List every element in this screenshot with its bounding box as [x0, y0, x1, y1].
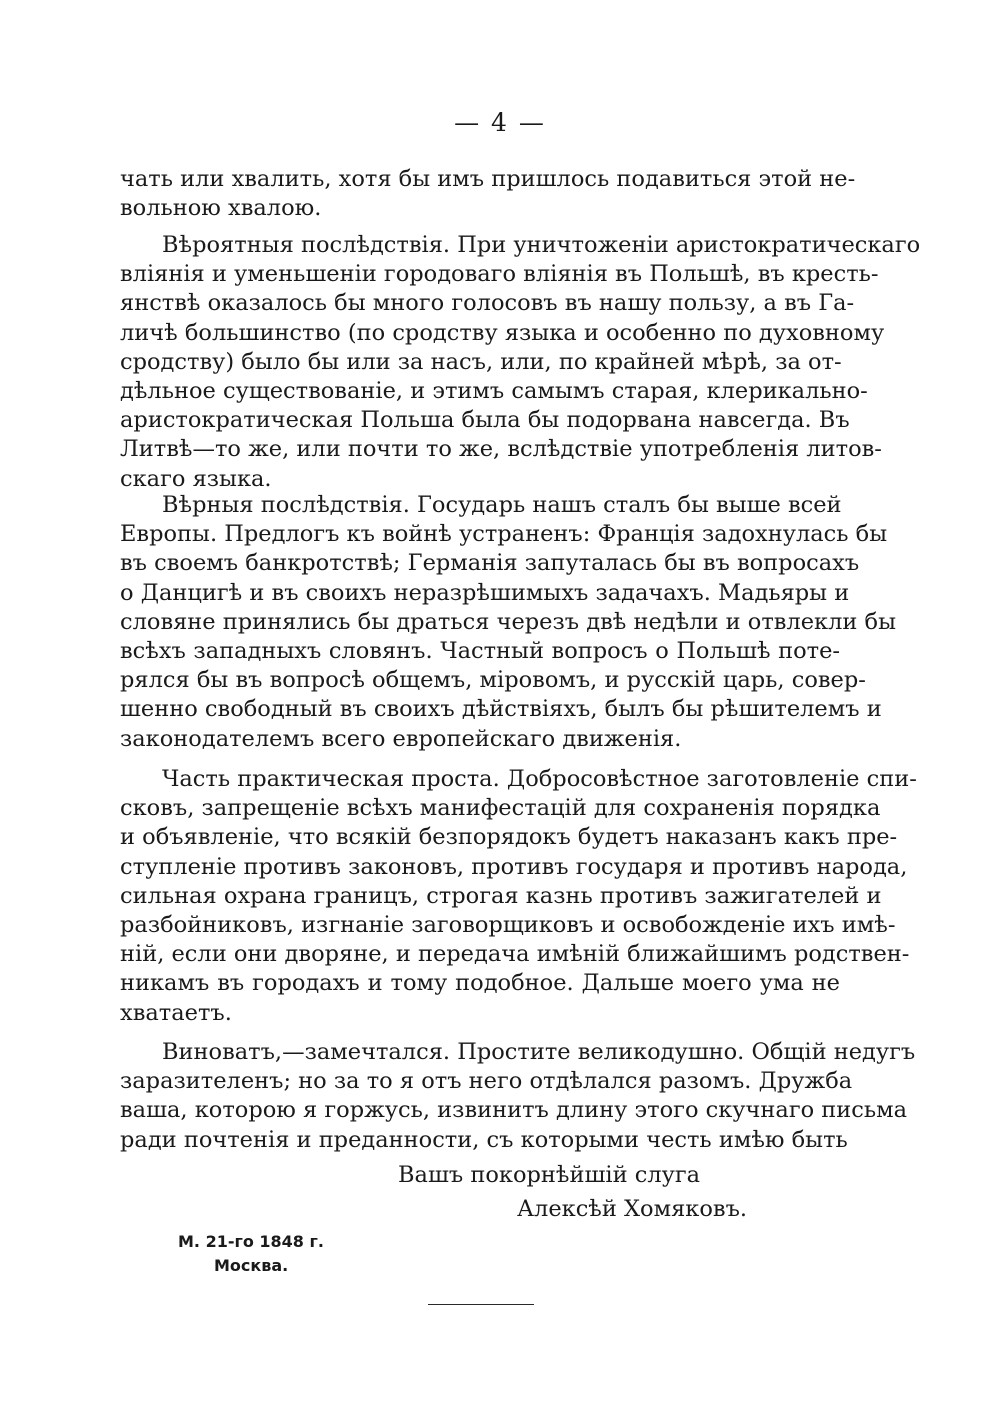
text-line: Вѣрныя послѣдствія. Государь нашъ сталъ бы выше всей	[162, 492, 842, 518]
text-line: шенно свободный въ своихъ дѣйствіяхъ, былъ бы рѣшителемъ и	[120, 696, 882, 723]
text-line: никамъ въ городахъ и тому подобное. Дальше моего ума не	[120, 970, 840, 997]
text-line: разбойниковъ, изгнаніе заговорщиковъ и освобожденіе ихъ имѣ-	[120, 911, 896, 938]
text-line: всѣхъ западныхъ словянъ. Частный вопросъ о Польшѣ поте-	[120, 637, 840, 664]
text-line: скаго языка.	[120, 465, 272, 492]
text-line: хватаетъ.	[120, 999, 232, 1026]
text-line: ступленіе противъ законовъ, противъ государя и противъ народа,	[120, 853, 908, 880]
signature-closing: Вашъ покорнѣйшій слуга	[398, 1162, 701, 1188]
text-line: Виноватъ,—замечтался. Простите великодушно. Общій недугъ	[162, 1039, 916, 1065]
text-line: вліянія и уменьшеніи городоваго вліянія въ Польшѣ, въ кресть-	[120, 261, 879, 288]
text-line: дѣльное существованіе, и этимъ самымъ старая, клерикально-	[120, 377, 868, 404]
text-line: Часть практическая проста. Добросовѣстное заготовленіе спи-	[162, 766, 917, 792]
paragraph	[120, 491, 897, 754]
text-line: сковъ, запрещеніе всѣхъ манифестацій для сохраненія порядка	[120, 795, 881, 822]
text-line: чать или хвалить, хотя бы имъ пришлось подавиться этой не-	[120, 166, 856, 192]
text-line: вольною хвалою.	[120, 195, 322, 222]
text-line: ради почтенія и преданности, съ которыми честь имѣю быть	[120, 1126, 848, 1153]
dateline-place: Москва.	[214, 1256, 289, 1275]
text-line: Европы. Предлогъ къ войнѣ устраненъ: Франція задохнулась бы	[120, 521, 888, 548]
text-line: и объявленіе, что всякій безпорядокъ будетъ наказанъ какъ пре-	[120, 824, 898, 851]
paragraph	[120, 765, 917, 1028]
text-line: заразителенъ; но за то я отъ него отдѣлался разомъ. Дружба	[120, 1068, 853, 1095]
text-line: о Данцигѣ и въ своихъ неразрѣшимыхъ задачахъ. Мадьяры и	[120, 579, 850, 606]
text-line: въ своемъ банкротствѣ; Германія запуталась бы въ вопросахъ	[120, 550, 860, 577]
text-line: янствѣ оказалось бы много голосовъ въ нашу пользу, а въ Га-	[120, 290, 855, 317]
page-number: — 4 —	[454, 108, 546, 137]
text-line: рялся бы въ вопросѣ общемъ, міровомъ, и русскій царь, совер-	[120, 667, 866, 694]
text-line: аристократическая Польша была бы подорвана навсегда. Въ	[120, 407, 850, 434]
dateline-date: М. 21-го 1848 г.	[178, 1232, 324, 1251]
text-line: сильная охрана границъ, строгая казнь противъ зажигателей и	[120, 882, 882, 909]
text-line: личѣ большинство (по сродству языка и особенно по духовному	[120, 319, 885, 346]
text-line: ваша, которою я горжусь, извинитъ длину этого скучнаго письма	[120, 1097, 908, 1124]
paragraph	[120, 1038, 916, 1155]
text-line: Литвѣ—то же, или почти то же, вслѣдствіе употребленія литов-	[120, 436, 882, 463]
signature-name: Алексѣй Хомяковъ.	[517, 1196, 748, 1222]
text-line: законодателемъ всего европейскаго движенія.	[120, 725, 682, 752]
text-line: сродству) было бы или за насъ, или, по крайней мѣрѣ, за от-	[120, 348, 842, 375]
paragraph	[120, 165, 856, 223]
closing-rule	[428, 1304, 534, 1305]
text-line: словяне принялись бы драться черезъ двѣ недѣли и отвлекли бы	[120, 608, 897, 635]
text-line: ній, если они дворяне, и передача имѣній ближайшимъ родствен-	[120, 941, 910, 968]
paragraph	[120, 231, 921, 494]
text-line: Вѣроятныя послѣдствія. При уничтоженіи аристократическаго	[162, 232, 921, 258]
